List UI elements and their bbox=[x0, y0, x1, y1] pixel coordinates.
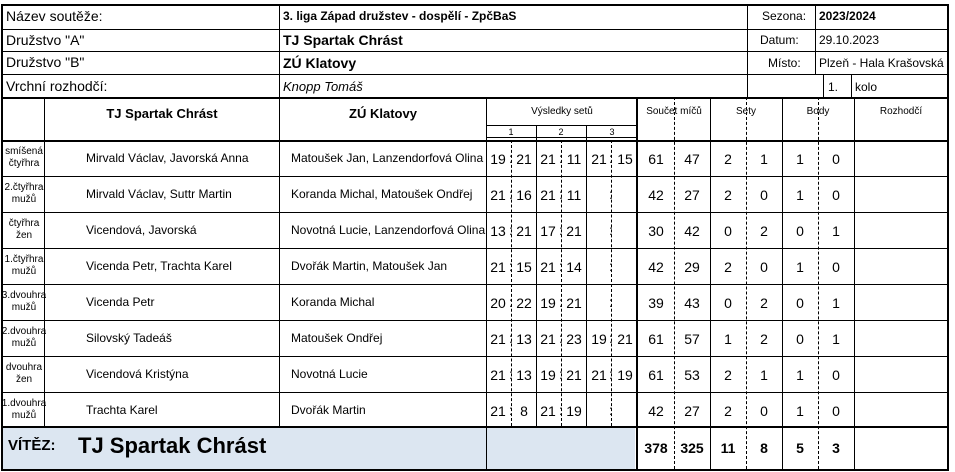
set-separator-colon: : bbox=[509, 330, 513, 346]
match-s2a: 21 bbox=[540, 403, 556, 419]
grid-hline bbox=[1, 356, 949, 357]
match-sets-b: 1 bbox=[760, 367, 768, 383]
column-team-a: TJ Spartak Chrást bbox=[106, 106, 218, 121]
total-points-b: 325 bbox=[680, 440, 704, 456]
grid-vline bbox=[854, 97, 855, 469]
team-a-label: Družstvo "A" bbox=[6, 32, 85, 48]
match-pts-a: 61 bbox=[648, 151, 664, 167]
grid-hline bbox=[1, 29, 949, 30]
match-pts-b: 57 bbox=[684, 331, 700, 347]
match-body-a: 1 bbox=[796, 403, 804, 419]
match-player_a: Mirvald Václav, Javorská Anna bbox=[86, 151, 249, 165]
set-separator-colon: : bbox=[559, 366, 563, 382]
match-player_a: Vicenda Petr bbox=[86, 295, 155, 309]
column-points: Body bbox=[806, 106, 830, 117]
match-s1a: 21 bbox=[490, 259, 506, 275]
match-player_b: Koranda Michal, Matoušek Ondřej bbox=[291, 187, 473, 201]
match-player_b: Koranda Michal bbox=[291, 295, 375, 309]
match-s3b bbox=[612, 295, 638, 313]
grid-vline bbox=[815, 4, 816, 74]
match-pts-a: 30 bbox=[648, 223, 664, 239]
match-pts-a: 61 bbox=[648, 331, 664, 347]
match-sets-a: 2 bbox=[724, 367, 732, 383]
set-separator-colon: : bbox=[509, 222, 513, 238]
set-separator-colon: : bbox=[559, 294, 563, 310]
match-pts-a: 42 bbox=[648, 403, 664, 419]
match-sets-a: 2 bbox=[724, 187, 732, 203]
set-separator-colon: : bbox=[559, 150, 563, 166]
match-s2a: 21 bbox=[540, 259, 556, 275]
set-separator-colon: : bbox=[559, 222, 563, 238]
match-sets-b: 2 bbox=[760, 295, 768, 311]
competition-label: Název soutěže: bbox=[6, 8, 103, 24]
match-s1b: 13 bbox=[516, 331, 532, 347]
match-player_b: Matoušek Ondřej bbox=[291, 331, 383, 345]
set-separator-colon: : bbox=[559, 402, 563, 418]
column-points-sum: Součet míčů bbox=[646, 106, 702, 117]
team-b-label: Družstvo "B" bbox=[6, 54, 85, 70]
grid-hline bbox=[1, 469, 949, 471]
match-player_b: Matoušek Jan, Lanzendorfová Olina bbox=[291, 151, 484, 165]
set-separator-colon: : bbox=[509, 150, 513, 166]
match-discipline: 1.čtyřhra mužů bbox=[4, 254, 44, 277]
match-discipline: 2.dvouhra mužů bbox=[2, 326, 46, 349]
match-s3b bbox=[612, 259, 638, 277]
match-player_b: Novotná Lucie, Lanzendorfová Olina bbox=[291, 223, 486, 237]
set-separator-colon: : bbox=[509, 186, 513, 202]
match-sets-b: 2 bbox=[760, 331, 768, 347]
match-body-a: 1 bbox=[796, 151, 804, 167]
grid-hline bbox=[486, 125, 638, 126]
grid-hline bbox=[1, 426, 949, 428]
match-pts-a: 39 bbox=[648, 295, 664, 311]
match-s2a: 17 bbox=[540, 223, 556, 239]
match-pts-a: 42 bbox=[648, 187, 664, 203]
match-pts-b: 29 bbox=[684, 259, 700, 275]
match-sets-a: 0 bbox=[724, 295, 732, 311]
match-pts-b: 27 bbox=[684, 403, 700, 419]
grid-hline bbox=[1, 176, 949, 177]
match-s1a: 21 bbox=[490, 367, 506, 383]
match-s2a: 21 bbox=[540, 151, 556, 167]
match-s3b bbox=[612, 403, 638, 421]
grid-hline bbox=[1, 4, 949, 6]
grid-hline bbox=[1, 212, 949, 213]
match-pts-b: 47 bbox=[684, 151, 700, 167]
match-body-b: 0 bbox=[832, 187, 840, 203]
match-sets-b: 2 bbox=[760, 223, 768, 239]
set-separator-colon: : bbox=[609, 186, 613, 202]
place-value: Plzeň - Hala Krašovská bbox=[819, 56, 944, 70]
match-s2a: 21 bbox=[540, 187, 556, 203]
match-sets-a: 0 bbox=[724, 223, 732, 239]
match-s2b: 21 bbox=[566, 367, 582, 383]
match-s1b: 22 bbox=[516, 295, 532, 311]
team-b-value: ZÚ Klatovy bbox=[283, 55, 357, 71]
match-discipline: 1.dvouhra mužů bbox=[2, 398, 46, 421]
match-body-b: 1 bbox=[832, 223, 840, 239]
match-discipline: dvouhra žen bbox=[5, 362, 43, 385]
match-body-b: 0 bbox=[832, 259, 840, 275]
match-s2a: 21 bbox=[540, 331, 556, 347]
match-s2b: 19 bbox=[566, 403, 582, 419]
match-sets-b: 0 bbox=[760, 259, 768, 275]
grid-hline bbox=[1, 392, 949, 393]
grid-hline bbox=[1, 74, 949, 75]
match-pts-b: 27 bbox=[684, 187, 700, 203]
match-s1b: 8 bbox=[520, 403, 528, 419]
match-discipline: 2.čtyřhra mužů bbox=[4, 182, 44, 205]
set-separator-colon: : bbox=[509, 258, 513, 274]
set-separator-colon: : bbox=[609, 330, 613, 346]
match-player_a: Trachta Karel bbox=[86, 403, 158, 417]
column-team-b: ZÚ Klatovy bbox=[349, 106, 417, 121]
match-discipline: čtyřhra žen bbox=[8, 218, 40, 241]
match-sets-a: 2 bbox=[724, 403, 732, 419]
grid-hline bbox=[1, 320, 949, 321]
column-umpire: Rozhodčí bbox=[879, 106, 923, 117]
grid-hline bbox=[1, 97, 949, 99]
match-s2b: 14 bbox=[566, 259, 582, 275]
winner-value: TJ Spartak Chrást bbox=[78, 433, 267, 458]
match-s1a: 20 bbox=[490, 295, 506, 311]
match-body-a: 0 bbox=[796, 295, 804, 311]
set-number-2: 2 bbox=[558, 127, 564, 137]
match-discipline: smíšená čtyřhra bbox=[5, 146, 43, 169]
season-value: 2023/2024 bbox=[819, 9, 876, 23]
team-a-value: TJ Spartak Chrást bbox=[283, 32, 403, 48]
round-label: kolo bbox=[855, 80, 878, 94]
match-body-b: 0 bbox=[832, 403, 840, 419]
total-body-a: 5 bbox=[796, 440, 804, 456]
set-separator-colon: : bbox=[559, 186, 563, 202]
match-s2b: 11 bbox=[566, 187, 582, 203]
grid-vline bbox=[851, 74, 852, 97]
match-s1b: 15 bbox=[516, 259, 532, 275]
match-s3b: 19 bbox=[617, 367, 633, 383]
match-s1b: 13 bbox=[516, 367, 532, 383]
season-label: Sezona: bbox=[762, 9, 807, 23]
total-body-b: 3 bbox=[832, 440, 840, 456]
match-s1a: 21 bbox=[490, 331, 506, 347]
match-body-b: 1 bbox=[832, 331, 840, 347]
match-body-b: 1 bbox=[832, 295, 840, 311]
match-body-a: 0 bbox=[796, 223, 804, 239]
match-sets-a: 2 bbox=[724, 259, 732, 275]
match-s3a: 19 bbox=[591, 331, 607, 347]
match-body-a: 1 bbox=[796, 367, 804, 383]
match-s1b: 21 bbox=[516, 151, 532, 167]
referee-label: Vrchní rozhodčí: bbox=[6, 78, 108, 94]
set-separator-colon: : bbox=[609, 366, 613, 382]
set-separator-colon: : bbox=[609, 150, 613, 166]
match-sets-b: 0 bbox=[760, 403, 768, 419]
match-pts-b: 42 bbox=[684, 223, 700, 239]
total-points-a: 378 bbox=[644, 440, 668, 456]
grid-vline bbox=[279, 97, 280, 426]
match-s3b: 21 bbox=[617, 331, 633, 347]
match-s1b: 16 bbox=[516, 187, 532, 203]
match-body-a: 1 bbox=[796, 259, 804, 275]
match-s2b: 21 bbox=[566, 223, 582, 239]
grid-vline bbox=[747, 4, 748, 97]
total-sets-a: 11 bbox=[720, 440, 736, 456]
grid-vline bbox=[823, 74, 824, 97]
match-player_a: Vicendová, Javorská bbox=[86, 223, 197, 237]
match-sets-b: 1 bbox=[760, 151, 768, 167]
match-player_b: Novotná Lucie bbox=[291, 367, 368, 381]
match-s1a: 13 bbox=[490, 223, 506, 239]
grid-hline bbox=[1, 248, 949, 249]
match-s1a: 21 bbox=[490, 403, 506, 419]
grid-hline bbox=[1, 51, 949, 52]
match-s1a: 19 bbox=[490, 151, 506, 167]
column-sets: Sety bbox=[735, 106, 756, 117]
match-player_a: Silovský Tadeáš bbox=[86, 331, 172, 345]
match-player_b: Dvořák Martin bbox=[291, 403, 366, 417]
column-set-results: Výsledky setů bbox=[531, 106, 593, 117]
match-body-a: 0 bbox=[796, 331, 804, 347]
match-player_a: Vicendová Kristýna bbox=[86, 367, 189, 381]
set-number-3: 3 bbox=[609, 127, 615, 137]
set-separator-colon: : bbox=[609, 258, 613, 274]
match-s3b: 15 bbox=[617, 151, 633, 167]
match-player_a: Mirvald Václav, Suttr Martin bbox=[86, 187, 232, 201]
grid-hline bbox=[1, 284, 949, 285]
match-pts-a: 42 bbox=[648, 259, 664, 275]
date-value: 29.10.2023 bbox=[819, 33, 880, 47]
grid-vline bbox=[279, 4, 280, 97]
match-sets-b: 0 bbox=[760, 187, 768, 203]
match-player_b: Dvořák Martin, Matoušek Jan bbox=[291, 259, 448, 273]
match-discipline: 3.dvouhra mužů bbox=[2, 290, 46, 313]
match-s2a: 19 bbox=[540, 367, 556, 383]
match-body-b: 0 bbox=[832, 367, 840, 383]
match-s3a: 21 bbox=[591, 367, 607, 383]
set-separator-colon: : bbox=[509, 294, 513, 310]
referee-value: Knopp Tomáš bbox=[283, 79, 363, 94]
place-label: Místo: bbox=[768, 56, 801, 70]
match-pts-a: 61 bbox=[648, 367, 664, 383]
match-s3b bbox=[612, 223, 638, 241]
grid-hline bbox=[1, 140, 949, 142]
set-number-1: 1 bbox=[508, 127, 514, 137]
winner-label: VÍTĚZ: bbox=[8, 437, 56, 454]
match-s3a: 21 bbox=[591, 151, 607, 167]
set-separator-colon: : bbox=[559, 258, 563, 274]
total-sets-b: 8 bbox=[760, 440, 768, 456]
match-player_a: Vicenda Petr, Trachta Karel bbox=[86, 259, 232, 273]
match-pts-b: 53 bbox=[684, 367, 700, 383]
match-sets-a: 1 bbox=[724, 331, 732, 347]
match-pts-b: 43 bbox=[684, 295, 700, 311]
set-separator-colon: : bbox=[609, 294, 613, 310]
round-number: 1. bbox=[828, 80, 839, 94]
match-s2b: 23 bbox=[566, 331, 582, 347]
match-s2b: 21 bbox=[566, 295, 582, 311]
set-separator-colon: : bbox=[609, 222, 613, 238]
match-body-a: 1 bbox=[796, 187, 804, 203]
set-separator-colon: : bbox=[559, 330, 563, 346]
set-separator-colon: : bbox=[509, 402, 513, 418]
match-s1a: 21 bbox=[490, 187, 506, 203]
match-body-b: 0 bbox=[832, 151, 840, 167]
match-s2b: 11 bbox=[566, 151, 582, 167]
date-label: Datum: bbox=[760, 33, 799, 47]
set-separator-colon: : bbox=[509, 366, 513, 382]
match-s3b bbox=[612, 187, 638, 205]
competition-value: 3. liga Západ družstev - dospělí - ZpčBaS bbox=[283, 9, 517, 23]
set-separator-colon: : bbox=[609, 402, 613, 418]
match-sets-a: 2 bbox=[724, 151, 732, 167]
match-s1b: 21 bbox=[516, 223, 532, 239]
match-s2a: 19 bbox=[540, 295, 556, 311]
